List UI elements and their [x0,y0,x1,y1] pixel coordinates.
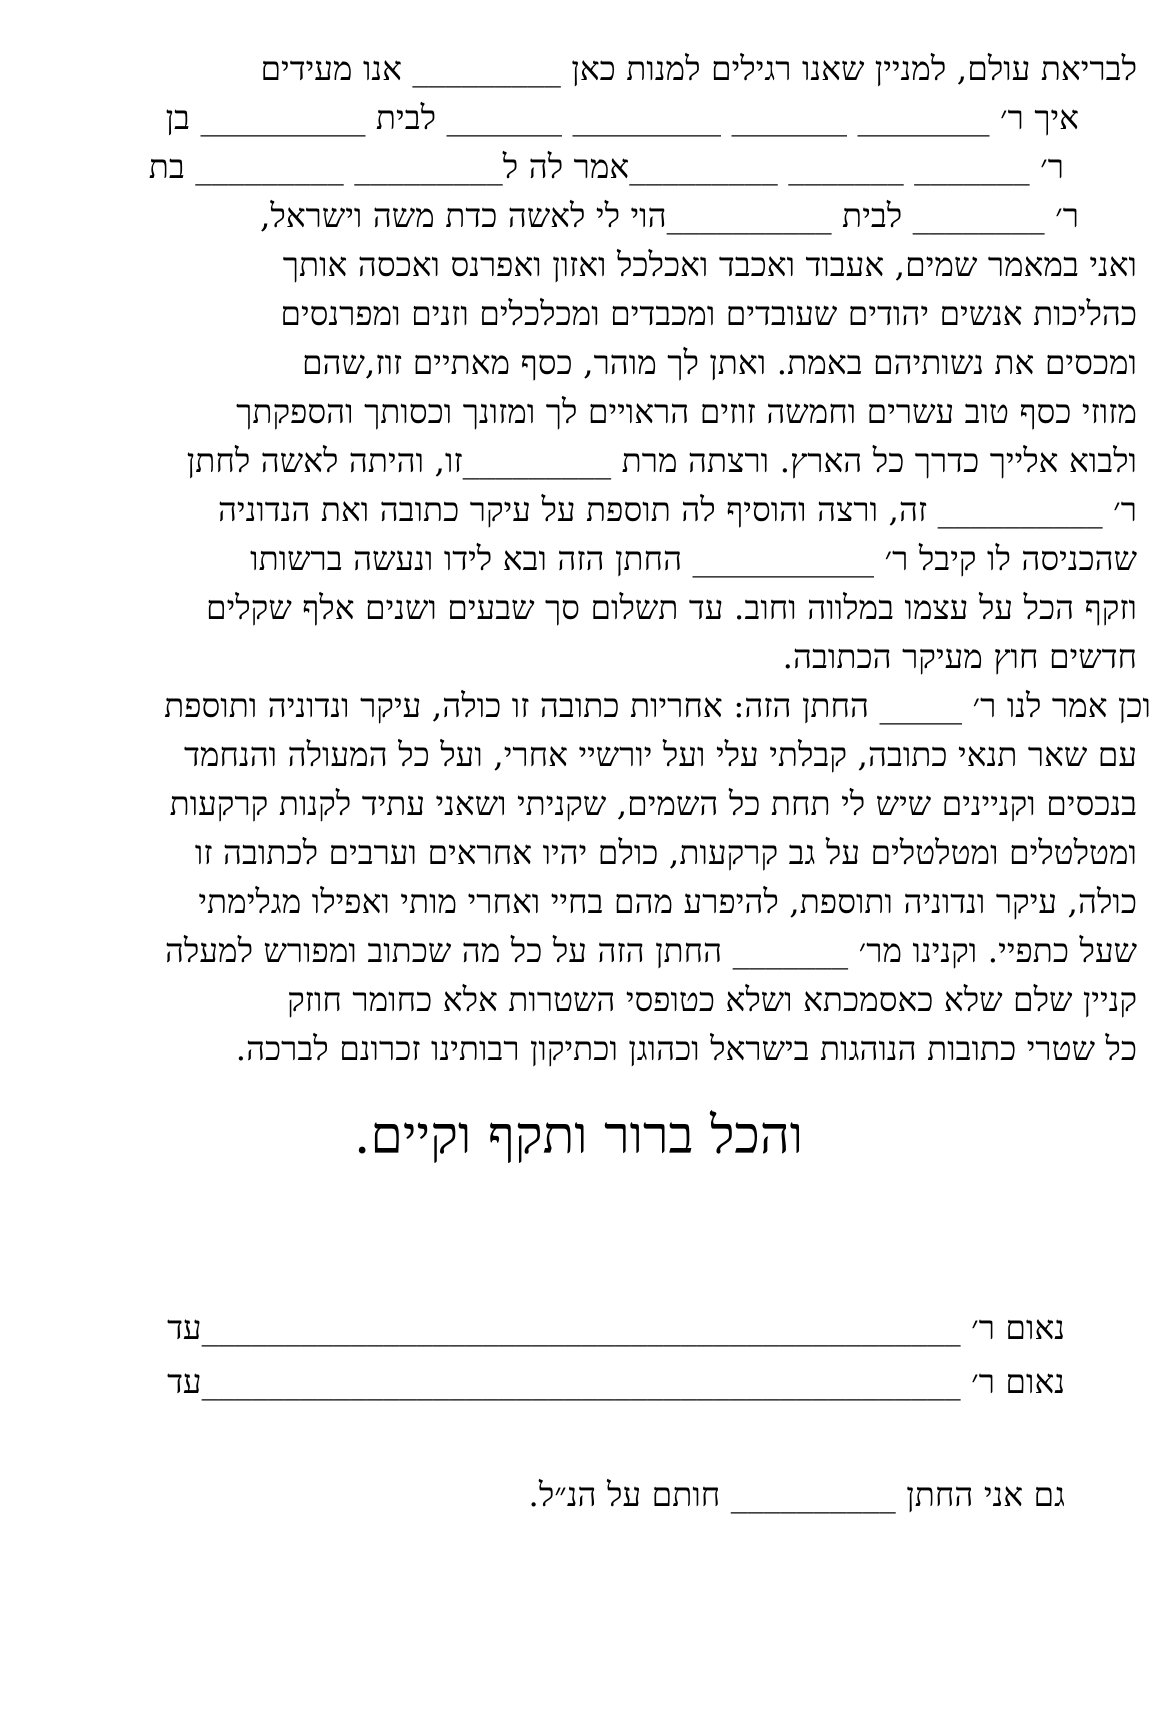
body-line-9: ולבוא אלייך כדרך כל הארץ. ורצתה מרת _________זו, והיתה לאשה לחתן [186,441,1137,480]
body-line-13: חדשים חוץ מעיקר הכתובה. [782,637,1137,676]
body-line-18: כולה, עיקר ונדוניה ותוספת, להיפרע מהם בחיי ואחרי מותי ואפילו מגלימתי [198,882,1137,921]
body-line-7: ומכסים את נשותיהם באמת. ואתן לך מוהר, כסף מאתיים זוז,שהם [301,343,1137,382]
body-line-17: ומטלטלים ומטלטלים על גב קרקעות, כולם יהיו אחראים וערבים לכתובה זו [194,833,1137,872]
closing-statement: והכל ברור ותקף וקיים. [353,1106,804,1166]
body-line-4: ר׳ ________ לבית __________הוי לי לאשה כדת משה וישראל, [259,196,1079,235]
body-line-10: ר׳ __________ זה, ורצה והוסיף לה תוספת על עיקר כתובה ואת הנדוניה [217,490,1137,529]
body-line-12: וזקף הכל על עצמו במלווה וחוב. עד תשלום סך שבעים ושנים אלף שקלים [206,588,1137,627]
witness-line-2: נאום ר׳ ______________________________________________עד [167,1362,1065,1401]
body-line-19: שעל כתפיי. וקנינו מר׳ _______ החתן הזה על כל מה שכתוב ומפורש למעלה [164,931,1137,970]
body-line-14: וכן אמר לנו ר׳ _____ החתן הזה: אחריות כתובה זו כולה, עיקר ונדוניה ותוספת [164,686,1151,725]
body-line-8: מזוזי כסף טוב עשרים וחמשה זוזים הראויים לך ומזונך וכסותך והספקתך [236,392,1137,431]
body-line-21: כל שטרי כתובות הנוהגות בישראל וכהוגן וכתיקון רבותינו זכרונם לברכה. [235,1029,1137,1068]
body-line-16: בנכסים וקניינים שיש לי תחת כל השמים, שקניתי ושאני עתיד לקנות קרקעות [169,784,1137,823]
body-line-3: ר׳ _______ _______ _________אמר לה ל_________ _________ בת [148,147,1064,186]
groom-signature-line: גם אני החתן __________ חותם על הנ״ל. [528,1475,1065,1514]
ketubah-body [0,44,1157,1073]
body-line-20: קניין שלם שלא כאסמכתא ושלא כטופסי השטרות אלא כחומר חוזק [287,980,1137,1019]
body-line-15: עם שאר תנאי כתובה, קבלתי עלי ועל יורשיי אחרי, ועל כל המעולה והנחמד [184,735,1137,774]
body-line-1: לבריאת עולם, למניין שאנו רגילים למנות כאן _________ אנו מעידים [260,49,1137,88]
body-line-6: כהליכות אנשים יהודים שעובדים ומכבדים ומכלכלים וזנים ומפרנסים [280,294,1137,333]
body-line-5: ואני במאמר שמים, אעבוד ואכבד ואכלכל ואזון ואפרנס ואכסה אותך [282,245,1137,284]
body-line-11: שהכניסה לו קיבל ר׳ ___________ החתן הזה ובא לידו ונעשה ברשותו [250,539,1137,578]
witness-line-1: נאום ר׳ ______________________________________________עד [167,1308,1065,1347]
body-line-2: איך ר׳ ________ _______ _________ _______ לבית __________ בן [165,98,1079,137]
